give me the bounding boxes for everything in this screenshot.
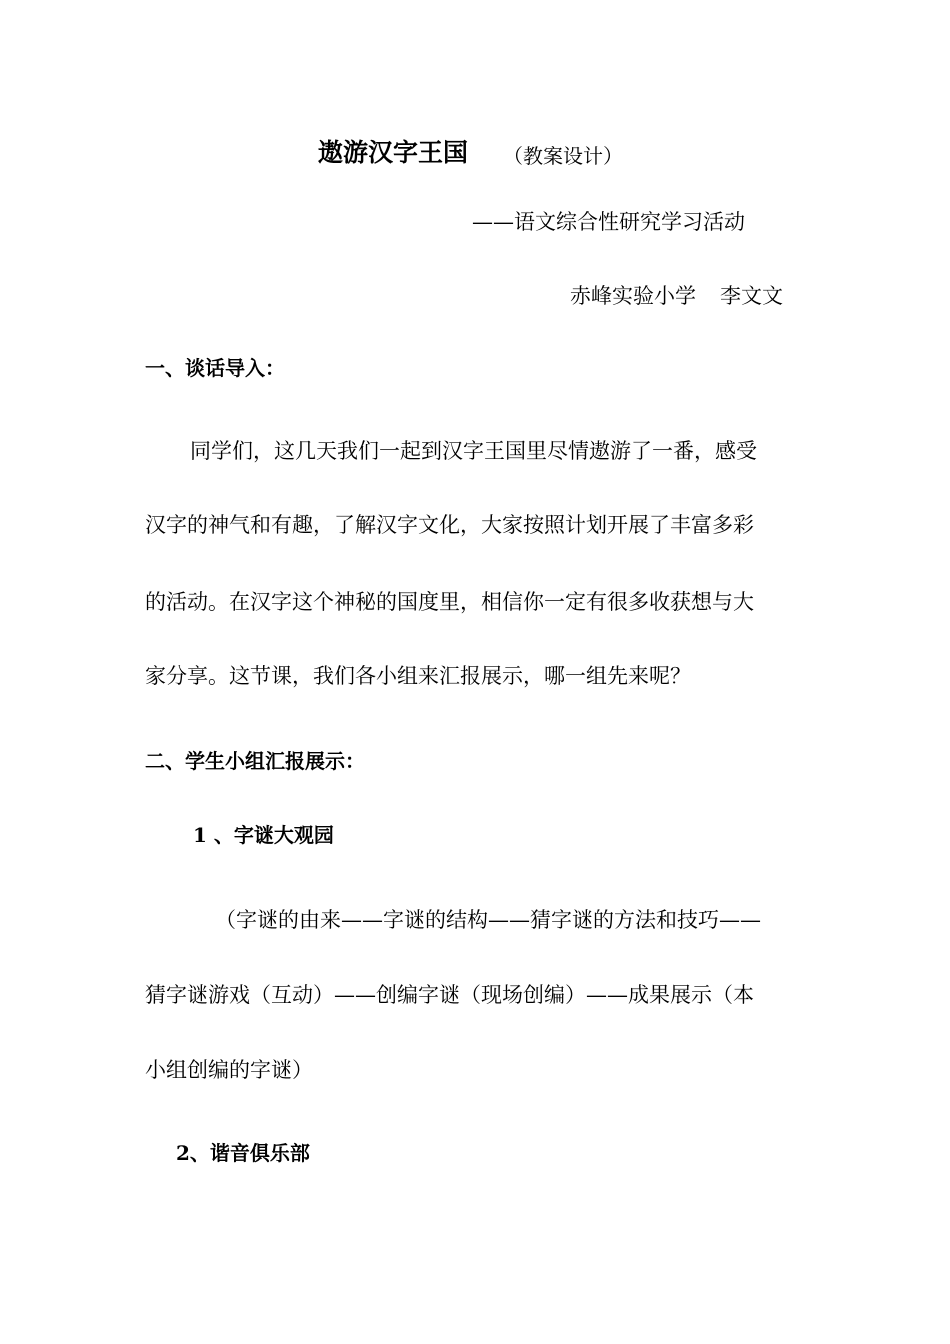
document-title: 遨游汉字王国 — [318, 138, 469, 167]
author-line — [570, 286, 783, 307]
paragraph-line: 小组创编的字谜） — [145, 1058, 313, 1082]
author-name: 李文文 — [720, 284, 783, 308]
section-heading-intro: 一、谈话导入： — [145, 356, 285, 380]
paragraph-line: 同学们，这几天我们一起到汉字王国里尽情遨游了一番，感受 — [190, 439, 757, 463]
paragraph-line: 猜字谜游戏（互动）——创编字谜（现场创编）——成果展示（本 — [145, 983, 754, 1007]
paragraph-line: 汉字的神气和有趣，了解汉字文化，大家按照计划开展了丰富多彩 — [145, 513, 754, 537]
subsection-heading-homophones: 2、谐音俱乐部 — [176, 1141, 310, 1165]
paragraph-line: 家分享。这节课，我们各小组来汇报展示，哪一组先来呢？ — [145, 664, 691, 688]
section-heading-reports: 二、学生小组汇报展示： — [145, 749, 365, 773]
paragraph-line: 的活动。在汉字这个神秘的国度里，相信你一定有很多收获想与大 — [145, 590, 754, 614]
subsection-heading-riddles: 1 、字谜大观园 — [193, 823, 334, 847]
document-subtitle: ——语文综合性研究学习活动 — [472, 210, 745, 234]
document-title-note: （教案设计） — [503, 144, 623, 168]
paragraph-line: （字谜的由来——字谜的结构——猜字谜的方法和技巧—— — [215, 908, 761, 932]
author-school: 赤峰实验小学 — [570, 284, 696, 308]
